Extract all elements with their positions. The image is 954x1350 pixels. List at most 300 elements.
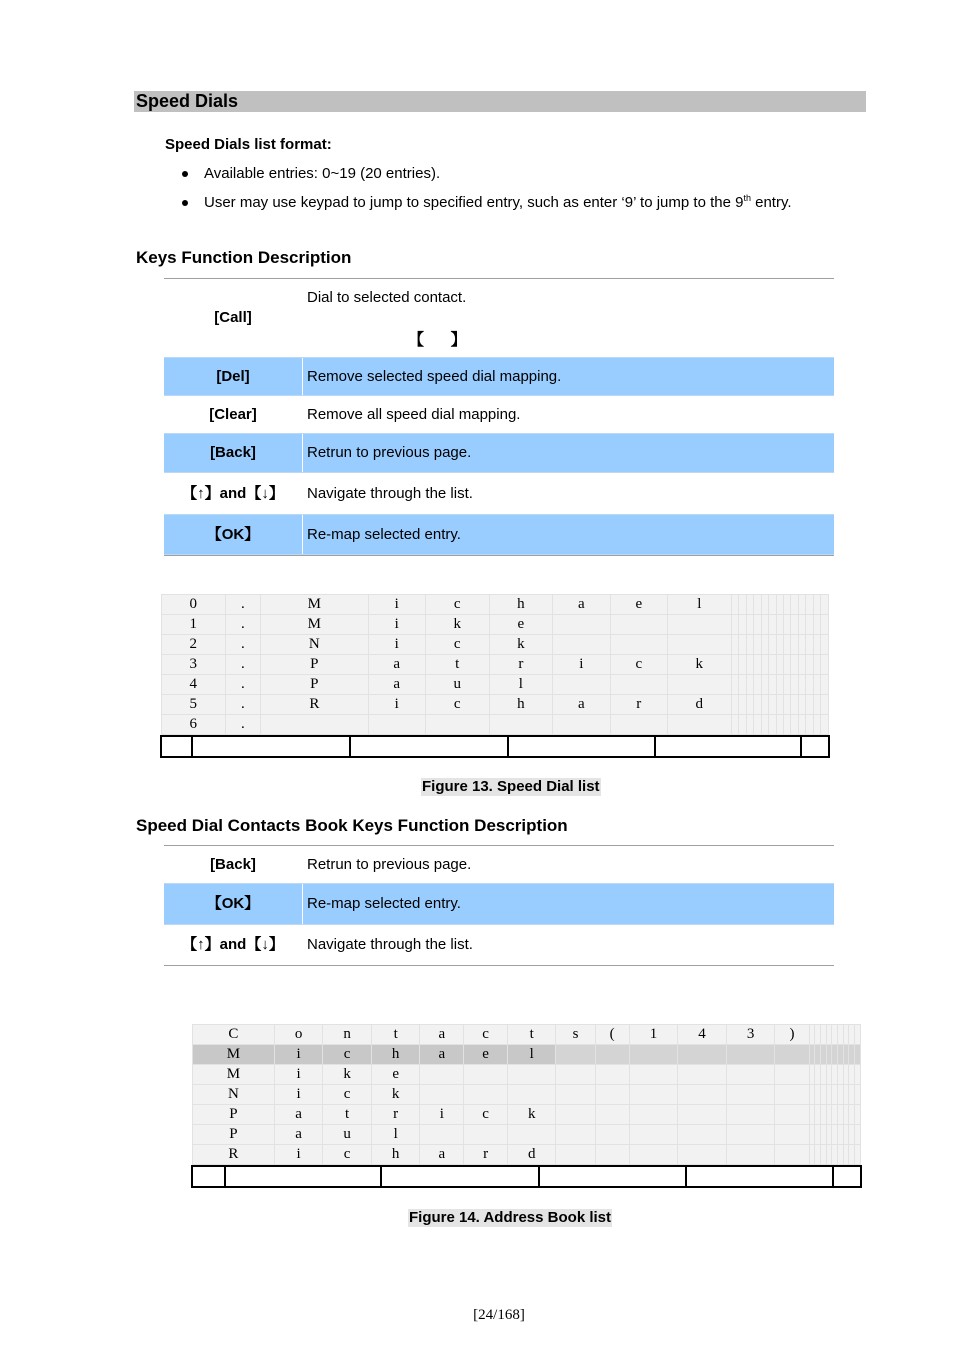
- lcd-cell: [784, 595, 791, 615]
- key-label: [Clear]: [209, 406, 257, 423]
- key-description: Re-map selected entry.: [307, 526, 461, 543]
- lcd-cell: P: [261, 655, 368, 675]
- lcd-cell: t: [425, 655, 489, 675]
- lcd-cell: [746, 655, 753, 675]
- lcd-cell: [806, 675, 813, 695]
- lcd-row: [162, 595, 829, 615]
- lcd-row: [162, 615, 829, 635]
- lcd-cell: e: [464, 1045, 508, 1065]
- lcd-cell: [769, 695, 776, 715]
- lcd-cell: [726, 1085, 775, 1105]
- lcd-cell: 2: [162, 635, 226, 655]
- lcd-cell: u: [425, 675, 489, 695]
- lcd-cell: [668, 615, 732, 635]
- bullet-2-superscript: th: [743, 193, 751, 203]
- lcd-cell: [746, 675, 753, 695]
- lcd-cell: [855, 1045, 861, 1065]
- lcd-cell: [726, 1065, 775, 1085]
- lcd-cell: [746, 715, 753, 735]
- lcd-cell: [425, 715, 489, 735]
- lcd-cell: [556, 1065, 595, 1085]
- lcd-cell: [784, 655, 791, 675]
- lcd-cell: [420, 1125, 464, 1145]
- lcd-cell: [368, 715, 425, 735]
- lcd-cell: t: [507, 1025, 556, 1045]
- table-row: [164, 279, 834, 357]
- speed-dial-lcd-grid: [161, 594, 829, 735]
- lcd-cell: [754, 675, 761, 695]
- lcd-cell: [776, 715, 783, 735]
- lcd-cell: c: [425, 635, 489, 655]
- lcd-cell: [731, 595, 738, 615]
- lcd-cell: .: [225, 655, 261, 675]
- lcd-cell: R: [261, 695, 368, 715]
- lcd-cell: [855, 1125, 861, 1145]
- bullet-icon: [182, 171, 188, 177]
- lcd-cell: [420, 1085, 464, 1105]
- lcd-cell: [813, 595, 820, 615]
- lcd-cell: [761, 615, 768, 635]
- table-row: [164, 883, 834, 925]
- lcd-cell: [813, 635, 820, 655]
- lcd-cell: [739, 675, 746, 695]
- lcd-cell: [261, 715, 368, 735]
- lcd-cell: k: [489, 635, 553, 655]
- contacts-table-heading: Speed Dial Contacts Book Keys Function Description: [136, 816, 568, 835]
- lcd-cell: 0: [162, 595, 226, 615]
- lcd-cell: i: [274, 1085, 323, 1105]
- figure-14-caption: Figure 14. Address Book list: [409, 1209, 611, 1226]
- lcd-cell: [806, 615, 813, 635]
- lcd-cell: 1: [629, 1025, 678, 1045]
- lcd-cell: [775, 1065, 809, 1085]
- lcd-cell: 4: [162, 675, 226, 695]
- lcd-cell: [821, 635, 829, 655]
- softkey-divider: [685, 1167, 687, 1186]
- lcd-cell: u: [323, 1125, 372, 1145]
- address-book-lcd-grid: [192, 1024, 861, 1165]
- table-row: [164, 514, 834, 555]
- lcd-cell: [668, 635, 732, 655]
- lcd-cell: [464, 1065, 508, 1085]
- lcd-cell: [806, 655, 813, 675]
- lcd-cell: k: [507, 1105, 556, 1125]
- lcd-cell: [754, 715, 761, 735]
- key-label: [Back]: [164, 434, 303, 472]
- lcd-cell: a: [420, 1145, 464, 1165]
- lcd-cell: C: [193, 1025, 275, 1045]
- lcd-cell: c: [425, 595, 489, 615]
- lcd-cell: .: [225, 595, 261, 615]
- lcd-cell: [775, 1105, 809, 1125]
- lcd-cell: [610, 615, 667, 635]
- format-bullet-2: [204, 194, 792, 212]
- lcd-cell: [739, 615, 746, 635]
- lcd-cell: [731, 655, 738, 675]
- lcd-cell: i: [420, 1105, 464, 1125]
- lcd-cell: [556, 1105, 595, 1125]
- lcd-cell: [464, 1125, 508, 1145]
- lcd-cell: [754, 635, 761, 655]
- lcd-cell: [464, 1085, 508, 1105]
- key-label: 【↑】and【↓】: [182, 485, 284, 502]
- lcd-cell: [821, 695, 829, 715]
- lcd-cell: [726, 1145, 775, 1165]
- lcd-cell: [739, 715, 746, 735]
- lcd-cell: l: [668, 595, 732, 615]
- lcd-cell: [595, 1065, 629, 1085]
- lcd-cell: [731, 715, 738, 735]
- lcd-cell: n: [323, 1025, 372, 1045]
- lcd-cell: a: [368, 675, 425, 695]
- lcd-cell: [798, 655, 805, 675]
- lcd-cell: [821, 655, 829, 675]
- lcd-cell: [784, 675, 791, 695]
- lcd-cell: [798, 595, 805, 615]
- lcd-cell: i: [274, 1065, 323, 1085]
- lcd-cell: [556, 1085, 595, 1105]
- lcd-cell: a: [420, 1025, 464, 1045]
- lcd-cell: M: [261, 595, 368, 615]
- lcd-cell: [746, 615, 753, 635]
- lcd-cell: [595, 1125, 629, 1145]
- section-header-bar: [134, 91, 866, 112]
- lcd-cell: t: [323, 1105, 372, 1125]
- lcd-cell: [798, 695, 805, 715]
- lcd-cell: .: [225, 635, 261, 655]
- lcd-cell: [754, 655, 761, 675]
- figure-13-caption: Figure 13. Speed Dial list: [422, 778, 600, 795]
- lcd-cell: k: [425, 615, 489, 635]
- lcd-cell: [678, 1145, 727, 1165]
- lcd-cell: [739, 695, 746, 715]
- lcd-cell: [769, 675, 776, 695]
- lcd-cell: [739, 595, 746, 615]
- lcd-row: [193, 1085, 861, 1105]
- lcd-cell: 3: [162, 655, 226, 675]
- lcd-cell: r: [610, 695, 667, 715]
- lcd-row: [193, 1145, 861, 1165]
- lcd-cell: [678, 1065, 727, 1085]
- lcd-cell: .: [225, 715, 261, 735]
- lcd-cell: [776, 615, 783, 635]
- lcd-cell: r: [371, 1105, 420, 1125]
- lcd-cell: [553, 675, 610, 695]
- lcd-cell: r: [464, 1145, 508, 1165]
- lcd-cell: [731, 615, 738, 635]
- lcd-cell: i: [368, 595, 425, 615]
- lcd-cell: [629, 1085, 678, 1105]
- lcd-cell: h: [371, 1145, 420, 1165]
- lcd-cell: [769, 635, 776, 655]
- lcd-cell: [791, 635, 798, 655]
- lcd-cell: c: [464, 1105, 508, 1125]
- softkey-divider: [224, 1167, 226, 1186]
- lcd-cell: l: [489, 675, 553, 695]
- lcd-cell: [629, 1105, 678, 1125]
- lcd-row: [162, 675, 829, 695]
- softkey-divider: [832, 1167, 834, 1186]
- format-heading: Speed Dials list format:: [165, 136, 332, 153]
- lcd-cell: [855, 1065, 861, 1085]
- lcd-cell: [610, 635, 667, 655]
- lcd-cell: M: [261, 615, 368, 635]
- lcd-cell: d: [507, 1145, 556, 1165]
- table-row: [164, 473, 834, 514]
- key-description: Navigate through the list.: [307, 485, 473, 502]
- lcd-cell: R: [193, 1145, 275, 1165]
- lcd-cell: 5: [162, 695, 226, 715]
- lcd-cell: [507, 1125, 556, 1145]
- lcd-cell: 3: [726, 1025, 775, 1045]
- lcd-cell: [595, 1045, 629, 1065]
- softkey-divider: [349, 737, 351, 756]
- lcd-cell: [791, 675, 798, 695]
- lcd-cell: ): [775, 1025, 809, 1045]
- lcd-row: [193, 1065, 861, 1085]
- lcd-cell: a: [553, 695, 610, 715]
- key-description: Re-map selected entry.: [307, 895, 461, 912]
- lcd-cell: [775, 1045, 809, 1065]
- lcd-cell: [556, 1045, 595, 1065]
- lcd-cell: i: [274, 1045, 323, 1065]
- lcd-cell: [776, 655, 783, 675]
- lcd-cell: [784, 695, 791, 715]
- lcd-cell: a: [420, 1045, 464, 1065]
- lcd-cell: [629, 1065, 678, 1085]
- lcd-cell: [821, 595, 829, 615]
- table-row: [164, 357, 834, 396]
- lcd-cell: l: [371, 1125, 420, 1145]
- lcd-cell: [489, 715, 553, 735]
- lcd-cell: [798, 715, 805, 735]
- lcd-cell: .: [225, 675, 261, 695]
- lcd-cell: [739, 655, 746, 675]
- lcd-cell: .: [225, 615, 261, 635]
- lcd-cell: [556, 1145, 595, 1165]
- key-label: 【↑】and【↓】: [182, 936, 284, 953]
- lcd-cell: M: [193, 1045, 275, 1065]
- lcd-cell: P: [193, 1125, 275, 1145]
- softkey-bar: [160, 735, 830, 758]
- lcd-cell: [769, 655, 776, 675]
- lcd-cell: [821, 715, 829, 735]
- lcd-cell: [731, 675, 738, 695]
- lcd-cell: [746, 595, 753, 615]
- lcd-cell: k: [371, 1085, 420, 1105]
- lcd-cell: [806, 715, 813, 735]
- lcd-cell: [784, 635, 791, 655]
- table-row: [164, 925, 834, 965]
- lcd-cell: [813, 655, 820, 675]
- lcd-cell: [855, 1145, 861, 1165]
- lcd-cell: [761, 635, 768, 655]
- lcd-cell: [507, 1085, 556, 1105]
- lcd-cell: [668, 715, 732, 735]
- lcd-cell: [731, 635, 738, 655]
- bullet-icon: [182, 200, 188, 206]
- format-bullet-1: Available entries: 0~19 (20 entries).: [204, 165, 441, 182]
- lcd-cell: [791, 595, 798, 615]
- lcd-cell: [791, 655, 798, 675]
- lcd-cell: [553, 715, 610, 735]
- lcd-cell: i: [368, 615, 425, 635]
- key-label: [Back]: [210, 856, 256, 873]
- lcd-cell: [731, 695, 738, 715]
- lcd-row: [162, 655, 829, 675]
- lcd-cell: a: [274, 1125, 323, 1145]
- lcd-cell: [855, 1025, 861, 1045]
- lcd-cell: [595, 1105, 629, 1125]
- lcd-cell: [813, 715, 820, 735]
- lcd-cell: [798, 615, 805, 635]
- lcd-cell: 4: [678, 1025, 727, 1045]
- lcd-cell: [798, 675, 805, 695]
- lcd-cell: [761, 695, 768, 715]
- lcd-cell: i: [368, 635, 425, 655]
- lcd-cell: [761, 675, 768, 695]
- lcd-cell: [595, 1145, 629, 1165]
- lcd-cell: M: [193, 1065, 275, 1085]
- lcd-cell: [629, 1045, 678, 1065]
- lcd-cell: [739, 635, 746, 655]
- softkey-bar: [191, 1165, 862, 1188]
- lcd-cell: c: [610, 655, 667, 675]
- lcd-cell: e: [610, 595, 667, 615]
- softkey-divider: [654, 737, 656, 756]
- lcd-cell: r: [489, 655, 553, 675]
- softkey-divider: [191, 737, 193, 756]
- lcd-cell: [776, 675, 783, 695]
- lcd-cell: [726, 1105, 775, 1125]
- lcd-cell: [791, 695, 798, 715]
- lcd-cell: [806, 635, 813, 655]
- lcd-cell: [821, 675, 829, 695]
- lcd-cell: d: [668, 695, 732, 715]
- lcd-cell: [761, 715, 768, 735]
- lcd-cell: a: [553, 595, 610, 615]
- lcd-cell: [746, 635, 753, 655]
- lcd-cell: 6: [162, 715, 226, 735]
- lcd-cell: [668, 675, 732, 695]
- lcd-cell: o: [274, 1025, 323, 1045]
- lcd-cell: .: [225, 695, 261, 715]
- contacts-keys-table: [164, 845, 834, 966]
- key-description: Remove all speed dial mapping.: [307, 406, 521, 423]
- lcd-cell: [553, 635, 610, 655]
- lcd-cell: [813, 695, 820, 715]
- lcd-cell: h: [371, 1045, 420, 1065]
- lcd-cell: [556, 1125, 595, 1145]
- lcd-cell: a: [274, 1105, 323, 1125]
- key-description: Retrun to previous page.: [307, 444, 472, 461]
- lcd-cell: [776, 695, 783, 715]
- lcd-cell: [629, 1145, 678, 1165]
- lcd-row: [193, 1125, 861, 1145]
- lcd-cell: s: [556, 1025, 595, 1045]
- lcd-cell: [678, 1085, 727, 1105]
- lcd-cell: [775, 1145, 809, 1165]
- lcd-cell: N: [261, 635, 368, 655]
- lcd-cell: [754, 695, 761, 715]
- key-description-extra: 【 】: [408, 332, 467, 349]
- lcd-cell: [769, 595, 776, 615]
- lcd-cell: h: [489, 595, 553, 615]
- lcd-cell: [806, 695, 813, 715]
- lcd-cell: e: [371, 1065, 420, 1085]
- lcd-cell: [769, 615, 776, 635]
- lcd-cell: c: [464, 1025, 508, 1045]
- lcd-cell: [784, 615, 791, 635]
- table-row: [164, 846, 834, 883]
- softkey-divider: [507, 737, 509, 756]
- table-row: [164, 396, 834, 433]
- lcd-cell: h: [489, 695, 553, 715]
- lcd-cell: [855, 1105, 861, 1125]
- lcd-cell: [761, 655, 768, 675]
- lcd-cell: [746, 695, 753, 715]
- lcd-row: [193, 1105, 861, 1125]
- lcd-cell: t: [371, 1025, 420, 1045]
- lcd-cell: e: [489, 615, 553, 635]
- key-label: 【OK】: [164, 884, 303, 924]
- lcd-cell: [791, 715, 798, 735]
- key-label: 【OK】: [164, 515, 303, 554]
- lcd-cell: (: [595, 1025, 629, 1045]
- lcd-cell: k: [668, 655, 732, 675]
- lcd-cell: 1: [162, 615, 226, 635]
- lcd-cell: c: [425, 695, 489, 715]
- lcd-cell: [678, 1105, 727, 1125]
- lcd-cell: [761, 595, 768, 615]
- softkey-divider: [380, 1167, 382, 1186]
- lcd-cell: [629, 1125, 678, 1145]
- keys-table-heading: Keys Function Description: [136, 248, 352, 267]
- lcd-cell: [754, 595, 761, 615]
- lcd-row: [162, 635, 829, 655]
- key-description: Retrun to previous page.: [307, 856, 472, 873]
- lcd-cell: k: [323, 1065, 372, 1085]
- lcd-cell: [726, 1125, 775, 1145]
- lcd-cell: [775, 1125, 809, 1145]
- bullet-2-text: User may use keypad to jump to specified entry, such as enter ‘9’ to jump to the 9: [204, 194, 744, 211]
- lcd-row: [162, 695, 829, 715]
- lcd-cell: [678, 1125, 727, 1145]
- bullet-2-text-end: entry.: [750, 194, 792, 211]
- lcd-cell: c: [323, 1085, 372, 1105]
- lcd-cell: [769, 715, 776, 735]
- lcd-cell: [798, 635, 805, 655]
- lcd-cell: [784, 715, 791, 735]
- lcd-row: [193, 1025, 861, 1045]
- key-description: Navigate through the list.: [307, 936, 473, 953]
- lcd-cell: [806, 595, 813, 615]
- key-label: [Call]: [214, 309, 252, 326]
- lcd-cell: [553, 615, 610, 635]
- softkey-divider: [800, 737, 802, 756]
- lcd-cell: P: [193, 1105, 275, 1125]
- lcd-cell: [813, 675, 820, 695]
- key-description: Remove selected speed dial mapping.: [307, 368, 562, 385]
- lcd-cell: [855, 1085, 861, 1105]
- lcd-cell: [813, 615, 820, 635]
- lcd-cell: P: [261, 675, 368, 695]
- page-number: [24/168]: [473, 1307, 525, 1323]
- section-title: Speed Dials: [136, 91, 239, 111]
- key-description: Dial to selected contact.: [307, 289, 467, 306]
- lcd-cell: c: [323, 1145, 372, 1165]
- lcd-cell: [776, 635, 783, 655]
